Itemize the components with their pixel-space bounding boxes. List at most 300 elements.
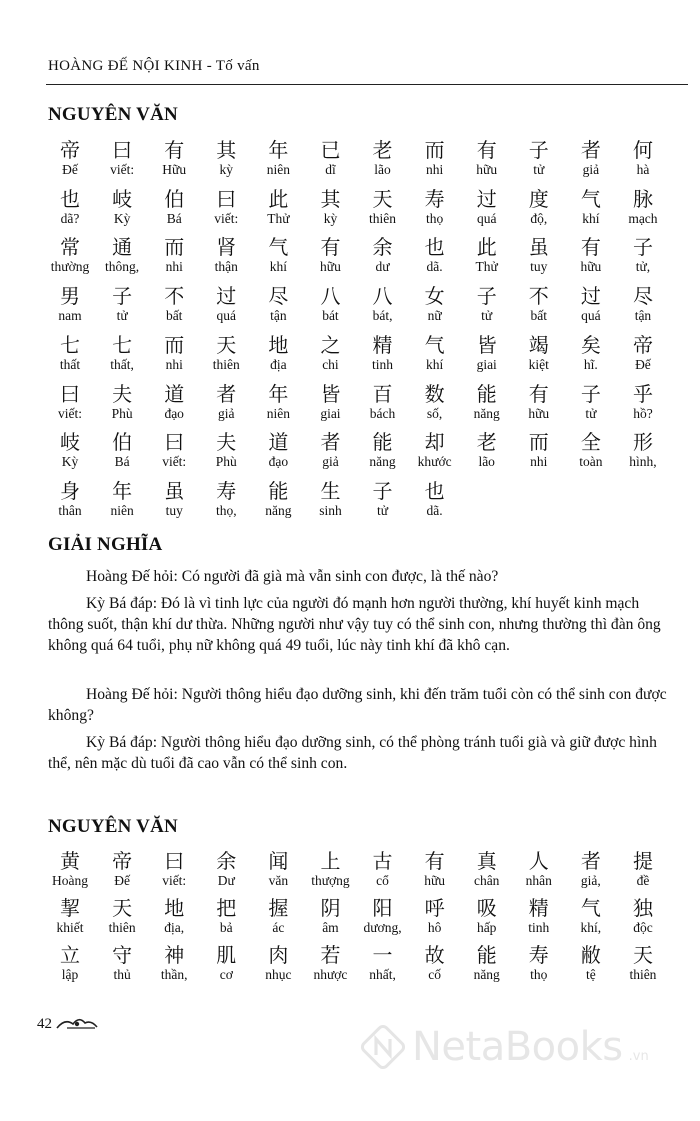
text-row <box>44 944 669 983</box>
chinese-character: 子 <box>528 138 549 162</box>
chinese-character: 女 <box>424 284 445 309</box>
character-cell <box>617 431 669 470</box>
sino-vietnamese-reading: khí <box>269 259 287 275</box>
section-heading-original-text-2: NGUYÊN VĂN <box>48 816 178 837</box>
character-cell <box>409 431 461 470</box>
chinese-character: 夫 <box>216 430 237 455</box>
text-row <box>44 188 669 227</box>
chinese-character: 子 <box>580 381 601 406</box>
character-cell <box>252 944 304 983</box>
sino-vietnamese-reading: Đế <box>114 873 130 888</box>
sino-vietnamese-reading: quá <box>581 308 601 324</box>
meaning-paragraph: Kỳ Bá đáp: Đó là vì tinh lực của người đó mạnh hơn người thường, khí huyết kinh mạch thông suốt, thận khí dư thừa. Những người như vậy tuy có thể sinh con, nhưng thường thì đàn ông không quá 64 tuổi, phụ nữ không quá 49 tuổi, lúc này tinh khí đã khô cạn. <box>48 595 661 654</box>
chinese-character: 者 <box>580 849 601 873</box>
sino-vietnamese-reading: năng <box>265 502 292 518</box>
sino-vietnamese-reading: nhục <box>265 967 292 982</box>
chinese-character: 道 <box>164 381 185 406</box>
sino-vietnamese-reading: dã. <box>426 259 443 275</box>
character-cell <box>304 431 356 470</box>
page-number: 42 <box>37 1016 52 1032</box>
sino-vietnamese-reading: ác <box>272 920 285 935</box>
chinese-character: 不 <box>164 284 185 309</box>
character-cell <box>148 188 200 227</box>
sino-vietnamese-reading: tử <box>376 502 389 518</box>
character-cell <box>44 188 96 227</box>
character-cell <box>96 850 148 889</box>
character-cell <box>200 285 252 324</box>
character-cell <box>200 850 252 889</box>
sino-vietnamese-reading: mạch <box>628 210 658 226</box>
sino-vietnamese-reading: viết: <box>162 454 187 470</box>
chinese-character: 能 <box>268 478 289 503</box>
chinese-character: 吸 <box>476 896 497 920</box>
chinese-character: 却 <box>424 430 445 455</box>
character-cell <box>565 431 617 470</box>
sino-vietnamese-reading: tận <box>634 308 652 324</box>
sino-vietnamese-reading: cổ <box>376 873 389 888</box>
sino-vietnamese-reading: năng <box>369 454 396 470</box>
sino-vietnamese-reading: Bá <box>166 210 182 226</box>
sino-vietnamese-reading: Kỳ <box>61 454 79 470</box>
character-cell <box>565 897 617 936</box>
sino-vietnamese-reading: tinh <box>528 920 550 935</box>
text-row <box>44 236 669 275</box>
character-cell <box>44 334 96 373</box>
character-cell <box>617 383 669 422</box>
character-cell <box>200 383 252 422</box>
chinese-character: 有 <box>528 381 549 406</box>
chinese-character: 闻 <box>268 849 289 873</box>
character-cell <box>96 944 148 983</box>
chinese-character: 曰 <box>216 186 237 211</box>
sino-vietnamese-reading: kiệt <box>528 356 549 372</box>
character-cell <box>409 188 461 227</box>
sino-vietnamese-reading: văn <box>268 873 289 888</box>
sino-vietnamese-reading: bát <box>322 308 339 324</box>
chinese-character: 敝 <box>580 943 601 967</box>
character-cell <box>356 897 408 936</box>
character-cell <box>356 285 408 324</box>
chinese-character: 曰 <box>60 381 81 406</box>
character-cell <box>200 944 252 983</box>
chinese-character: 乎 <box>632 381 653 406</box>
sino-vietnamese-reading: hà <box>636 162 650 177</box>
character-cell <box>409 285 461 324</box>
sino-vietnamese-reading: nhi <box>425 162 444 177</box>
sino-vietnamese-reading: kỳ <box>219 162 234 177</box>
netabooks-logo-icon <box>360 1024 406 1070</box>
sino-vietnamese-reading: nhược <box>313 967 348 982</box>
sino-vietnamese-reading: thông, <box>105 259 140 275</box>
chinese-character: 帝 <box>632 332 653 357</box>
character-cell <box>409 334 461 373</box>
chinese-character: 提 <box>632 849 653 873</box>
character-cell <box>44 431 96 470</box>
sino-vietnamese-reading: dĩ <box>325 162 336 177</box>
sino-vietnamese-reading: quá <box>476 210 497 226</box>
chinese-character: 数 <box>424 381 445 406</box>
chinese-character: 肉 <box>268 943 289 967</box>
character-cell <box>148 480 200 519</box>
character-cell <box>44 480 96 519</box>
sino-vietnamese-reading: chi <box>322 356 339 372</box>
character-cell <box>44 850 96 889</box>
sino-vietnamese-reading: Phù <box>215 454 237 470</box>
sino-vietnamese-reading: dã. <box>426 502 443 518</box>
character-cell <box>461 383 513 422</box>
character-cell <box>96 334 148 373</box>
chinese-character: 百 <box>372 381 393 406</box>
character-cell <box>304 897 356 936</box>
meaning-paragraph: Kỳ Bá đáp: Người thông hiểu đạo dưỡng sinh, có thể phòng tránh tuổi già và giữ được hình thể, nên mặc dù tuổi đã cao vẫn có thể sinh con. <box>48 734 657 772</box>
character-cell <box>461 188 513 227</box>
character-cell <box>96 897 148 936</box>
sino-vietnamese-reading: khí <box>425 356 444 372</box>
character-cell <box>200 431 252 470</box>
character-cell <box>148 334 200 373</box>
chinese-character: 者 <box>320 430 341 455</box>
chinese-character: 神 <box>164 943 185 967</box>
character-cell <box>304 334 356 373</box>
sino-vietnamese-reading: khước <box>417 454 452 470</box>
text-row <box>44 431 669 470</box>
sino-vietnamese-reading: Thử <box>475 259 498 275</box>
chinese-character: 气 <box>580 896 601 920</box>
sino-vietnamese-reading: nhất, <box>369 967 396 982</box>
sino-vietnamese-reading: thần, <box>160 967 188 982</box>
chinese-character: 阴 <box>320 896 341 920</box>
section-heading-meaning: GIẢI NGHĨA <box>48 534 163 555</box>
character-cell <box>148 236 200 275</box>
chinese-character: 曰 <box>112 138 133 162</box>
chinese-character: 者 <box>216 381 237 406</box>
character-cell <box>252 334 304 373</box>
chinese-character: 阳 <box>372 896 393 920</box>
character-cell <box>148 431 200 470</box>
chinese-character: 精 <box>528 896 549 920</box>
sino-vietnamese-reading: hồ? <box>633 405 653 421</box>
sino-vietnamese-reading: dã? <box>60 210 80 226</box>
character-cell <box>409 897 461 936</box>
character-cell <box>461 850 513 889</box>
sino-vietnamese-reading: địa <box>270 356 287 372</box>
chinese-character: 有 <box>164 138 185 162</box>
character-cell <box>96 383 148 422</box>
page-ornament-icon <box>55 1014 99 1032</box>
sino-vietnamese-reading: thọ <box>425 210 444 226</box>
chinese-character: 立 <box>60 943 81 967</box>
character-cell <box>252 480 304 519</box>
chinese-character: 能 <box>476 381 497 406</box>
sino-vietnamese-reading: dương, <box>363 920 402 935</box>
sino-vietnamese-reading: giả <box>322 454 339 470</box>
character-cell <box>617 944 669 983</box>
chinese-character: 身 <box>60 478 81 503</box>
character-cell <box>148 850 200 889</box>
sino-vietnamese-reading: Phù <box>111 405 133 421</box>
sino-vietnamese-reading: Bá <box>114 454 130 470</box>
watermark <box>360 1024 649 1070</box>
character-cell <box>513 944 565 983</box>
sino-vietnamese-reading: số, <box>426 405 443 421</box>
chinese-character: 上 <box>320 849 341 873</box>
chinese-character: 地 <box>164 896 185 920</box>
sino-vietnamese-reading: thường <box>50 259 90 275</box>
sino-vietnamese-reading: khiết <box>56 920 84 935</box>
sino-vietnamese-reading: thọ, <box>215 502 237 518</box>
chinese-character: 精 <box>372 332 393 357</box>
character-cell <box>304 236 356 275</box>
sino-vietnamese-reading: tử <box>116 308 128 324</box>
sino-vietnamese-reading: giai <box>320 405 341 421</box>
sino-vietnamese-reading: độ, <box>530 210 548 226</box>
chinese-character: 也 <box>424 478 445 503</box>
chinese-character: 男 <box>60 284 81 309</box>
character-cell <box>252 383 304 422</box>
sino-vietnamese-reading: tử, <box>635 259 651 275</box>
sino-vietnamese-reading: hữu <box>528 405 550 421</box>
chinese-character: 而 <box>424 138 445 162</box>
chinese-character: 若 <box>320 943 341 967</box>
character-cell <box>252 188 304 227</box>
sino-vietnamese-reading: bất <box>165 308 183 324</box>
sino-vietnamese-reading: hĩ. <box>583 356 598 372</box>
character-cell <box>513 431 565 470</box>
sino-vietnamese-reading: nhi <box>165 356 183 372</box>
sino-vietnamese-reading: đề <box>636 873 650 888</box>
chinese-character: 呼 <box>424 896 445 920</box>
character-cell <box>409 850 461 889</box>
chinese-character: 子 <box>372 478 393 503</box>
chinese-character: 人 <box>528 849 549 873</box>
chinese-character: 寿 <box>216 478 237 503</box>
sino-vietnamese-reading: đạo <box>268 454 289 470</box>
character-cell <box>461 236 513 275</box>
chinese-character: 有 <box>320 235 341 260</box>
character-cell <box>356 850 408 889</box>
character-cell <box>617 285 669 324</box>
chinese-character: 而 <box>528 430 549 455</box>
chinese-character: 尽 <box>632 284 653 309</box>
chinese-character: 过 <box>216 284 237 309</box>
sino-vietnamese-reading: tệ <box>585 967 596 982</box>
sino-vietnamese-reading: toàn <box>579 454 603 470</box>
chinese-character: 一 <box>372 943 393 967</box>
sino-vietnamese-reading: nhi <box>165 259 183 275</box>
sino-vietnamese-reading: giai <box>476 356 497 372</box>
chinese-character: 过 <box>476 186 497 211</box>
chinese-character: 古 <box>372 849 393 873</box>
chinese-character: 故 <box>424 943 445 967</box>
character-cell <box>565 334 617 373</box>
sino-vietnamese-reading: giả <box>218 405 235 421</box>
sino-vietnamese-reading: bả <box>219 920 233 935</box>
sino-vietnamese-reading: thiên <box>108 920 136 935</box>
sino-vietnamese-reading: hữu <box>320 259 341 275</box>
sino-vietnamese-reading: hình, <box>629 454 657 470</box>
watermark-suffix: .vn <box>628 1048 649 1064</box>
chinese-character: 七 <box>112 332 133 357</box>
sino-vietnamese-reading: thọ <box>530 967 548 982</box>
character-cell <box>617 188 669 227</box>
character-cell <box>44 236 96 275</box>
character-cell <box>96 139 148 178</box>
character-cell <box>565 944 617 983</box>
chinese-character: 独 <box>632 896 653 920</box>
chinese-character: 其 <box>216 138 237 162</box>
chinese-character: 者 <box>580 138 601 162</box>
chinese-character: 生 <box>320 478 341 503</box>
character-cell <box>409 139 461 178</box>
character-cell <box>252 431 304 470</box>
text-row <box>44 383 669 422</box>
character-cell <box>617 850 669 889</box>
chinese-character: 脉 <box>632 186 653 211</box>
character-cell <box>513 285 565 324</box>
sino-vietnamese-reading: tuy <box>165 502 183 518</box>
chinese-character: 天 <box>632 943 653 967</box>
character-cell <box>200 334 252 373</box>
chinese-character: 气 <box>424 332 445 357</box>
chinese-character: 子 <box>476 284 497 309</box>
character-cell <box>96 431 148 470</box>
running-header: HOÀNG ĐẾ NỘI KINH - Tố vấn <box>48 58 260 74</box>
character-cell <box>148 944 200 983</box>
chinese-character: 年 <box>112 478 133 503</box>
character-cell <box>96 480 148 519</box>
chinese-character: 曰 <box>164 430 185 455</box>
character-cell <box>356 139 408 178</box>
character-cell <box>200 139 252 178</box>
character-cell <box>96 188 148 227</box>
chinese-character: 而 <box>164 235 185 260</box>
chinese-character: 度 <box>528 186 549 211</box>
sino-vietnamese-reading: niên <box>110 502 134 518</box>
chinese-character: 寿 <box>528 943 549 967</box>
sino-vietnamese-reading: sinh <box>319 502 342 518</box>
chinese-character: 八 <box>372 284 393 309</box>
sino-vietnamese-reading: âm <box>322 920 339 935</box>
sino-vietnamese-reading: giả <box>582 162 600 177</box>
character-cell <box>44 383 96 422</box>
character-cell <box>617 236 669 275</box>
sino-vietnamese-reading: dư <box>375 259 390 275</box>
sino-vietnamese-reading: Dư <box>217 873 235 888</box>
character-cell <box>513 334 565 373</box>
character-cell <box>409 944 461 983</box>
chinese-character: 肾 <box>216 235 237 260</box>
character-cell <box>513 236 565 275</box>
chinese-character: 八 <box>320 284 341 309</box>
sino-vietnamese-reading: Đế <box>62 162 78 177</box>
chinese-character: 道 <box>268 430 289 455</box>
character-cell <box>148 897 200 936</box>
chinese-character: 年 <box>268 138 289 162</box>
sino-vietnamese-reading: Hoàng <box>52 873 89 888</box>
sino-vietnamese-reading: kỳ <box>323 210 338 226</box>
sino-vietnamese-reading: lão <box>374 162 391 177</box>
chinese-character: 握 <box>268 896 289 920</box>
character-cell <box>617 897 669 936</box>
chinese-character: 七 <box>60 332 81 357</box>
chinese-character: 子 <box>112 284 133 309</box>
character-cell <box>565 285 617 324</box>
character-cell <box>304 480 356 519</box>
sino-vietnamese-reading: hữu <box>580 259 602 275</box>
sino-vietnamese-reading: tử <box>533 162 545 177</box>
chinese-character: 也 <box>60 186 81 211</box>
meaning-paragraph: Hoàng Đế hỏi: Người thông hiểu đạo dưỡng sinh, khi đến trăm tuổi còn có thể sinh con được không? <box>48 686 667 724</box>
character-cell <box>44 944 96 983</box>
character-cell <box>461 139 513 178</box>
sino-vietnamese-reading: viết: <box>162 873 187 888</box>
character-cell <box>44 139 96 178</box>
character-cell <box>513 188 565 227</box>
character-cell <box>252 139 304 178</box>
chinese-character: 能 <box>476 943 497 967</box>
sino-vietnamese-reading: nam <box>58 308 82 324</box>
chinese-character: 过 <box>580 284 601 309</box>
chinese-character: 夫 <box>112 381 133 406</box>
sino-vietnamese-reading: tử <box>585 405 597 421</box>
sino-vietnamese-reading: độc <box>633 920 653 935</box>
chinese-character: 竭 <box>528 332 549 357</box>
character-cell <box>565 383 617 422</box>
character-cell <box>96 285 148 324</box>
character-cell <box>252 897 304 936</box>
chinese-character: 守 <box>112 943 133 967</box>
character-cell <box>148 285 200 324</box>
chinese-character: 曰 <box>164 849 185 873</box>
sino-vietnamese-reading: Hữu <box>162 162 187 177</box>
character-cell <box>200 480 252 519</box>
character-cell <box>44 897 96 936</box>
character-cell <box>148 139 200 178</box>
sino-vietnamese-reading: chân <box>473 873 500 888</box>
character-cell <box>304 850 356 889</box>
chinese-character: 余 <box>216 849 237 873</box>
sino-vietnamese-reading: thiên <box>212 356 240 372</box>
meaning-paragraph: Hoàng Đế hỏi: Có người đã già mà vẫn sinh con được, là thế nào? <box>86 568 499 585</box>
sino-vietnamese-reading: đạo <box>164 405 184 421</box>
character-cell <box>148 383 200 422</box>
character-cell <box>356 334 408 373</box>
sino-vietnamese-reading: tận <box>270 308 287 324</box>
chinese-character: 形 <box>632 430 653 455</box>
chinese-character: 真 <box>476 849 497 873</box>
chinese-character: 能 <box>372 430 393 455</box>
sino-vietnamese-reading: viết: <box>214 210 239 226</box>
text-row <box>44 285 669 324</box>
chinese-character: 其 <box>320 186 341 211</box>
character-cell <box>565 850 617 889</box>
sino-vietnamese-reading: thất <box>59 356 81 372</box>
chinese-character: 天 <box>216 332 237 357</box>
sino-vietnamese-reading: cố <box>428 967 441 982</box>
character-cell <box>513 383 565 422</box>
chinese-character: 尽 <box>268 284 289 309</box>
character-cell <box>356 480 408 519</box>
chinese-character: 有 <box>476 138 497 162</box>
chinese-character: 已 <box>320 138 341 162</box>
chinese-character: 岐 <box>60 430 81 455</box>
sino-vietnamese-reading: lập <box>61 967 79 982</box>
chinese-character: 年 <box>268 381 289 406</box>
sino-vietnamese-reading: địa, <box>164 920 185 935</box>
chinese-character: 气 <box>580 186 601 211</box>
chinese-character: 天 <box>372 186 393 211</box>
sino-vietnamese-reading: tinh <box>372 356 394 372</box>
